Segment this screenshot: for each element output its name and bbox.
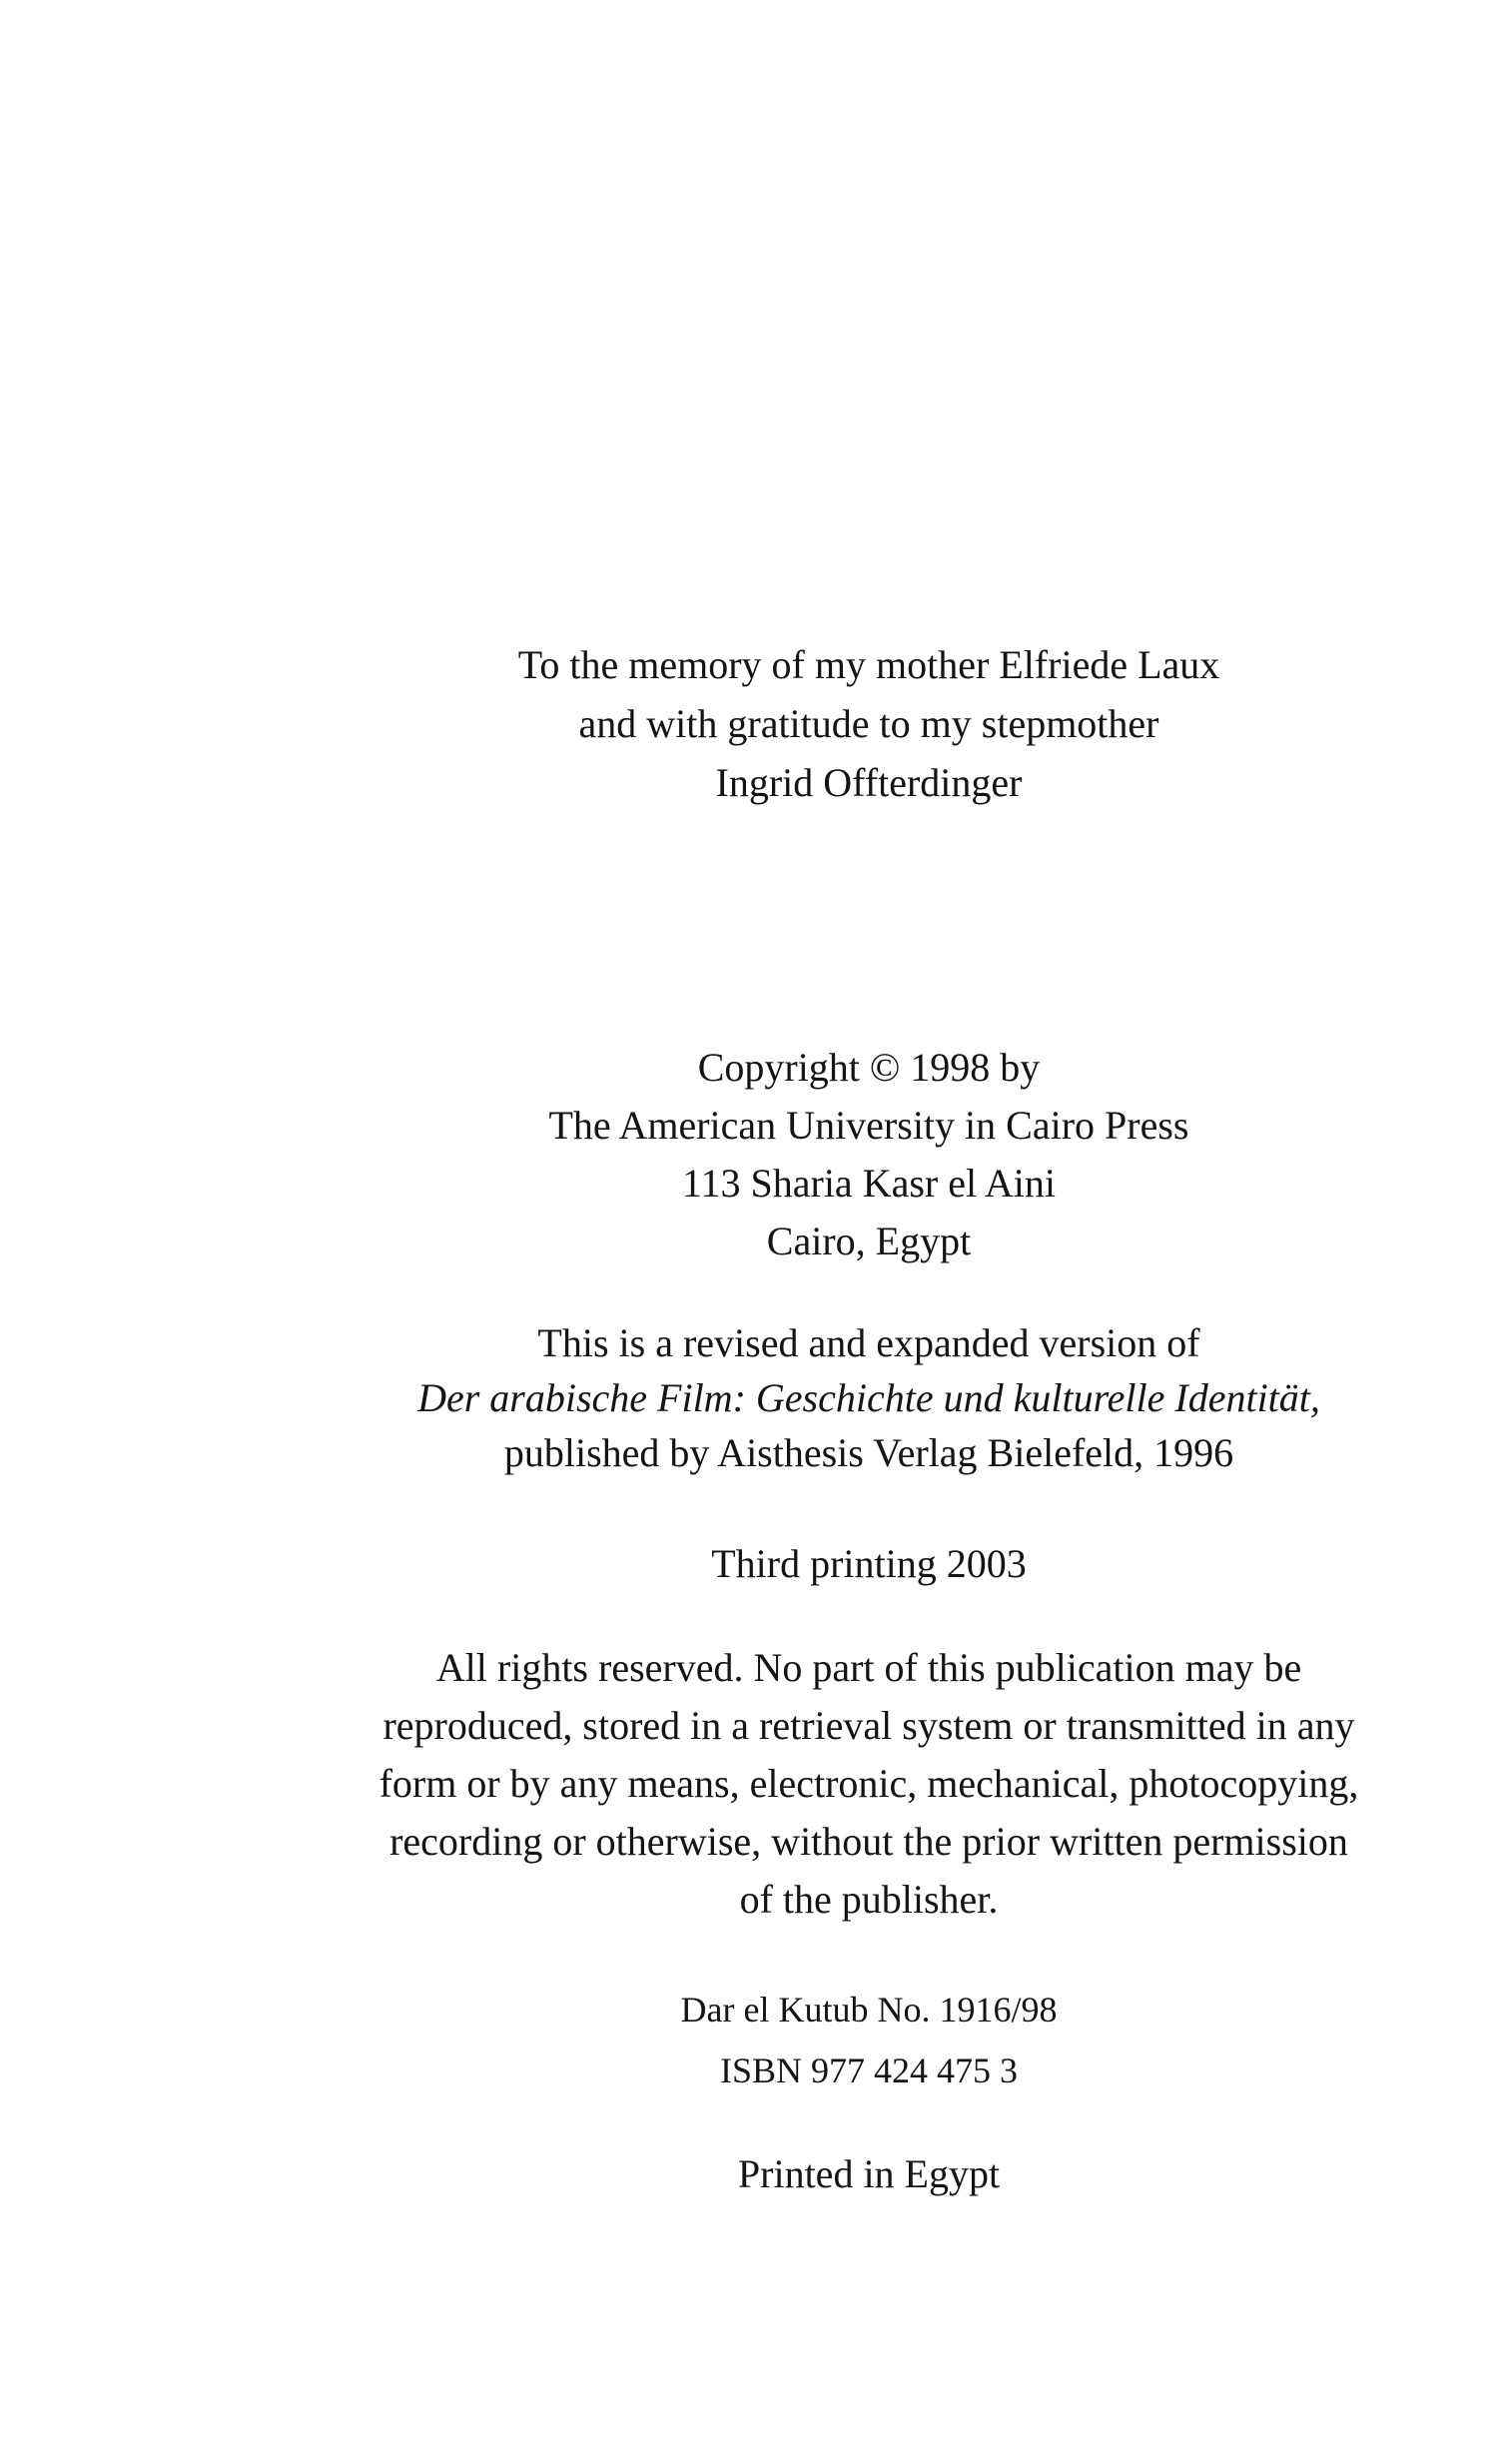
rights-line: of the publisher. (739, 1877, 999, 1922)
rights-line: reproduced, stored in a retrieval system or transmitted in any (382, 1703, 1355, 1748)
dedication (340, 635, 1398, 812)
copyright-line: Copyright © 1998 by (697, 1045, 1041, 1090)
original-title: Der arabische Film: Geschichte und kulturelle Identität, (417, 1375, 1320, 1420)
rights-line: form or by any means, electronic, mechanical, photocopying, (378, 1761, 1359, 1806)
printing-line: Third printing 2003 (711, 1541, 1027, 1586)
isbn: ISBN 977 424 475 3 (719, 2050, 1019, 2090)
rights-line: All rights reserved. No part of this publication may be (435, 1645, 1302, 1690)
printed-in-line: Printed in Egypt (737, 2151, 1001, 2196)
copyright-notice (340, 1039, 1398, 1270)
rights-statement (340, 1639, 1398, 1929)
edition-note (340, 1315, 1398, 1480)
dedication-line: Ingrid Offterdinger (715, 760, 1023, 805)
printed-in (340, 2144, 1398, 2203)
printing-note (340, 1534, 1398, 1593)
publisher-city: Cairo, Egypt (766, 1219, 972, 1263)
original-publisher: published by Aisthesis Verlag Bielefeld, 1996 (503, 1430, 1234, 1475)
edition-intro: This is a revised and expanded version of (537, 1320, 1200, 1365)
dedication-line: To the memory of my mother Elfriede Laux (517, 642, 1220, 687)
dar-el-kutub-number: Dar el Kutub No. 1916/98 (680, 1990, 1058, 2030)
publisher-street: 113 Sharia Kasr el Aini (681, 1161, 1056, 1206)
catalog-info (340, 1980, 1398, 2101)
publisher-name: The American University in Cairo Press (548, 1103, 1189, 1148)
dedication-line: and with gratitude to my stepmother (578, 701, 1159, 746)
rights-line: recording or otherwise, without the prior written permission (389, 1819, 1348, 1864)
